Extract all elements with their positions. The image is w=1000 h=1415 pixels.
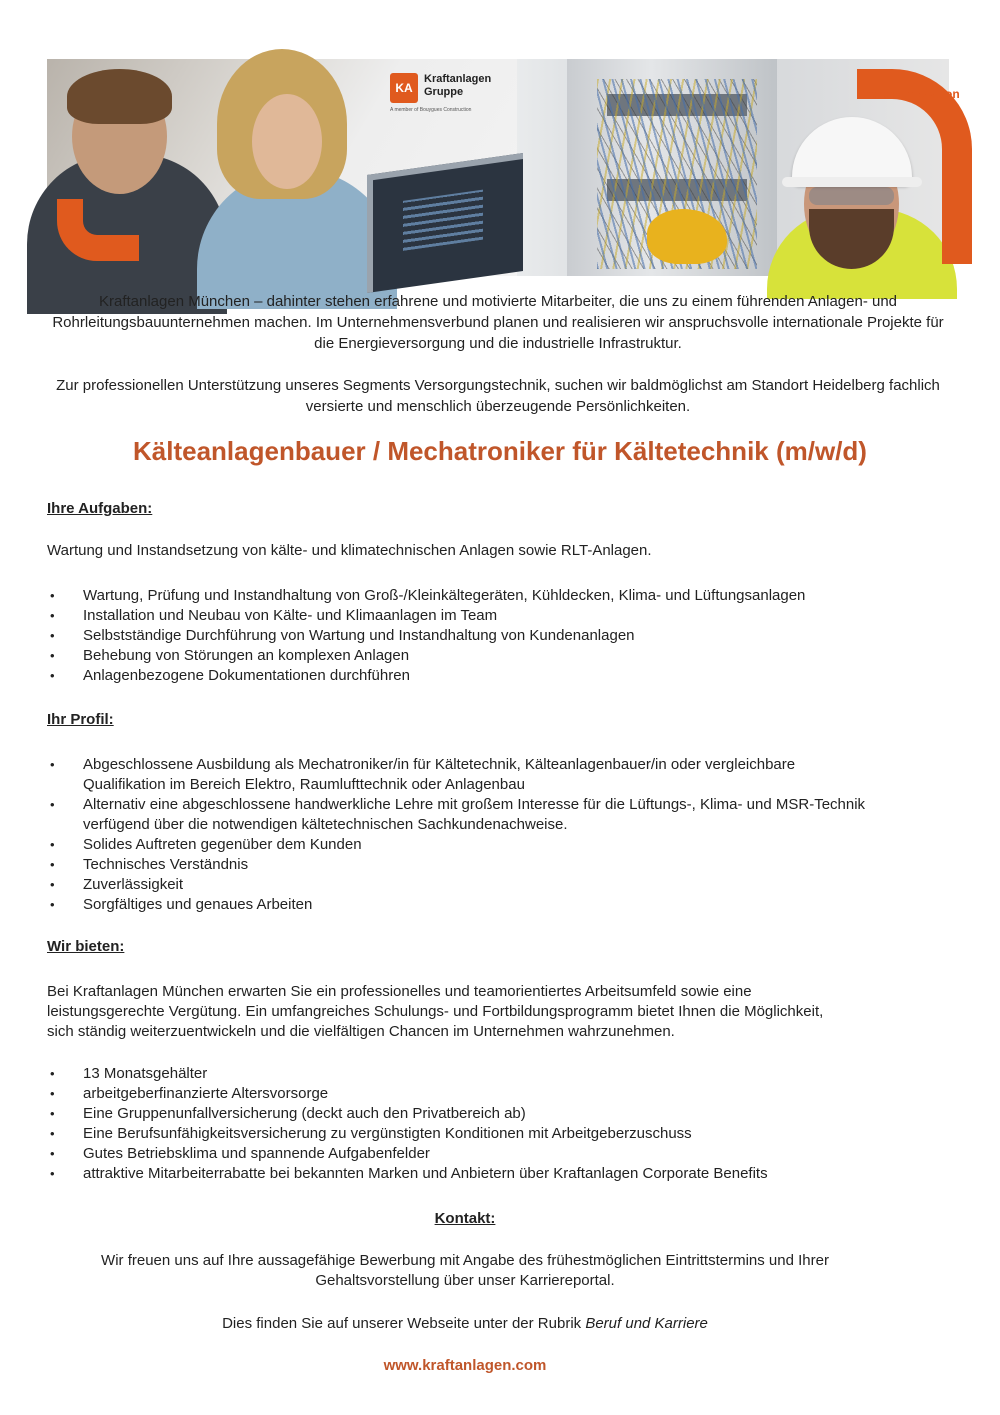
offer-lead: Bei Kraftanlagen München erwarten Sie ein professionelles und teamorientiertes Arbeitsumfeld sowie eine leistungsgerechte Vergütung. Ein umfangreiches Schulungs- und Fortbildungsprogramm bietet Ihnen die Möglichkeit, sich ständig weiterzuentwickeln und die vielfältigen Chancen im Unternehmen wahrzunehmen.	[47, 983, 824, 1040]
profile-list	[47, 755, 877, 915]
slogan-plain: Shared	[857, 87, 900, 101]
bullet: •	[50, 897, 55, 912]
logo-mark: KA	[390, 73, 418, 103]
bullet: •	[50, 668, 55, 683]
list-item-text: Alternativ eine abgeschlossene handwerkliche Lehre mit großem Interesse für die Lüftungs-, Klima- und MSR-Technik verfügend über die notwendigen kältetechnischen Sachkundenachweise.	[83, 796, 866, 833]
list-item	[47, 1064, 947, 1084]
contact-hint	[0, 1314, 930, 1334]
tasks-lead: Wartung und Instandsetzung von kälte- und klimatechnischen Anlagen sowie RLT-Anlagen.	[47, 542, 652, 559]
offer-heading: Wir bieten:	[47, 938, 125, 955]
list-item-text: Zuverlässigkeit	[83, 876, 184, 893]
list-item	[47, 875, 877, 895]
list-item-text: Behebung von Störungen an komplexen Anlagen	[83, 647, 410, 664]
contact-heading: Kontakt:	[434, 1210, 496, 1227]
header-banner	[47, 59, 960, 276]
website-link[interactable]: www.kraftanlagen.com	[383, 1357, 547, 1374]
job-title: Kälteanlagenbauer / Mechatroniker für Kältetechnik (m/w/d)	[133, 436, 867, 466]
list-item	[47, 895, 877, 915]
list-item	[47, 855, 877, 875]
list-item	[47, 755, 877, 795]
list-item	[47, 1164, 947, 1184]
company-logo	[387, 67, 960, 119]
contact-hint-text: Dies finden Sie auf unserer Webseite unter der Rubrik	[222, 1315, 586, 1332]
logo-tagline: A member of Bouygues Construction	[390, 107, 472, 113]
list-item-text: Selbstständige Durchführung von Wartung und Instandhaltung von Kundenanlagen	[83, 627, 635, 644]
woman-head	[252, 94, 322, 189]
offer-list	[47, 1064, 947, 1184]
list-item-text: Eine Berufsunfähigkeitsversicherung zu vergünstigten Konditionen mit Arbeitgeberzuschuss	[83, 1125, 692, 1142]
tasks-list	[47, 586, 947, 686]
bullet: •	[50, 877, 55, 892]
list-item-text: Technisches Verständnis	[83, 856, 249, 873]
bullet: •	[50, 1106, 55, 1121]
bullet: •	[50, 797, 55, 812]
intro-paragraph-location: Zur professionellen Unterstützung unseres Segments Versorgungstechnik, suchen wir baldmöglichst am Standort Heidelberg fachlich versierte und menschlich überzeugende Persönlichkeiten.	[56, 377, 940, 415]
logo-name: Kraftanlagen Gruppe	[424, 73, 492, 98]
bullet: •	[50, 857, 55, 872]
bullet: •	[50, 1166, 55, 1181]
tasks-heading: Ihre Aufgaben:	[47, 500, 153, 517]
list-item	[47, 1104, 947, 1124]
list-item	[47, 606, 947, 626]
list-item-text: attraktive Mitarbeiterrabatte bei bekannten Marken und Anbietern über Kraftanlagen Corporate Benefits	[83, 1165, 768, 1182]
list-item	[47, 586, 947, 606]
list-item-text: Installation und Neubau von Kälte- und Klimaanlagen im Team	[83, 607, 498, 624]
bullet: •	[50, 588, 55, 603]
intro-paragraph: Kraftanlagen München – dahinter stehen erfahrene und motivierte Mitarbeiter, die uns zu einem führenden Anlagen- und Rohrleitungsbauunternehmen machen. Im Unternehmensverbund planen und realisieren wir anspruchsvolle internationale Projekte für die Energieversorgung und die industrielle Infrastruktur.	[52, 293, 944, 352]
list-item	[47, 795, 877, 835]
bullet: •	[50, 648, 55, 663]
bullet: •	[50, 1086, 55, 1101]
slogan-bold: innovation	[899, 87, 960, 101]
contact-text: Wir freuen uns auf Ihre aussagefähige Bewerbung mit Angabe des frühestmöglichen Eintrittstermins und Ihrer Gehaltsvorstellung über unser Karriereportal.	[101, 1252, 829, 1289]
list-item-text: 13 Monatsgehälter	[83, 1065, 208, 1082]
list-item	[47, 1124, 947, 1144]
list-item-text: Eine Gruppenunfallversicherung (deckt auch den Privatbereich ab)	[83, 1105, 526, 1122]
bullet: •	[50, 1146, 55, 1161]
monitor-image	[367, 153, 523, 293]
bullet: •	[50, 1066, 55, 1081]
career-section-name: Beruf und Karriere	[585, 1315, 708, 1332]
list-item	[47, 835, 877, 855]
list-item	[47, 646, 947, 666]
bullet: •	[50, 628, 55, 643]
list-item-text: Solides Auftreten gegenüber dem Kunden	[83, 836, 362, 853]
list-item	[47, 1084, 947, 1104]
list-item-text: arbeitgeberfinanzierte Altersvorsorge	[83, 1085, 329, 1102]
slogan	[857, 87, 960, 101]
list-item	[47, 626, 947, 646]
list-item-text: Sorgfältiges und genaues Arbeiten	[83, 896, 313, 913]
list-item-text: Abgeschlossene Ausbildung als Mechatroniker/in für Kältetechnik, Kälteanlagenbauer/in oder vergleichbare Qualifikation im Bereich Elektro, Raumlufttechnik oder Anlagenbau	[83, 756, 796, 793]
colleague-hair	[67, 69, 172, 124]
bullet: •	[50, 1126, 55, 1141]
list-item-text: Wartung, Prüfung und Instandhaltung von Groß-/Kleinkältegeräten, Kühldecken, Klima- und Lüftungsanlagen	[83, 587, 806, 604]
list-item	[47, 666, 947, 686]
list-item-text: Anlagenbezogene Dokumentationen durchführen	[83, 667, 410, 684]
list-item	[47, 1144, 947, 1164]
list-item-text: Gutes Betriebsklima und spannende Aufgabenfelder	[83, 1145, 430, 1162]
bullet: •	[50, 608, 55, 623]
profile-heading: Ihr Profil:	[47, 711, 114, 728]
bullet: •	[50, 757, 55, 772]
bullet: •	[50, 837, 55, 852]
